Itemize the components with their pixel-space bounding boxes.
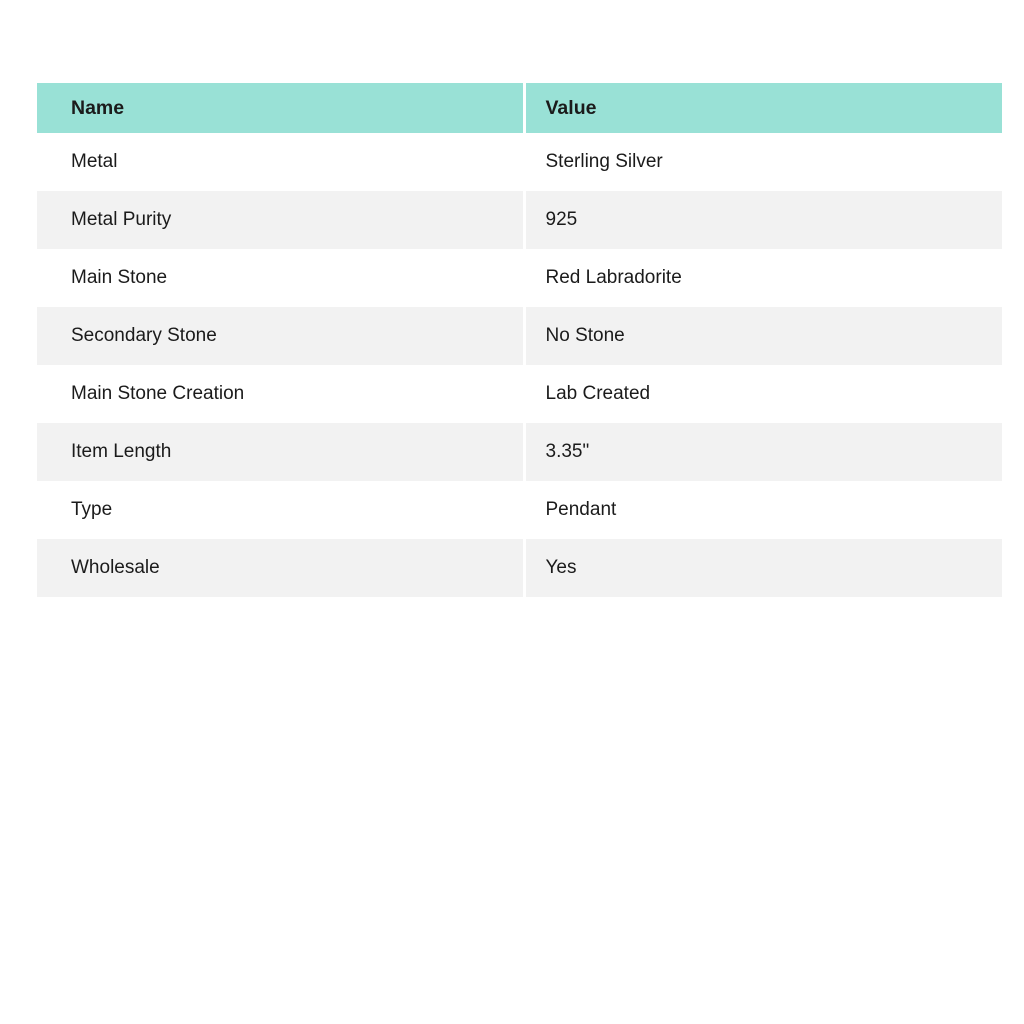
table-row: [37, 307, 1002, 365]
table-row: [37, 191, 1002, 249]
column-header-value: Value: [524, 83, 1002, 133]
attribute-value-cell: Pendant: [524, 481, 1002, 539]
table-row: [37, 365, 1002, 423]
column-header-name: Name: [37, 83, 524, 133]
attribute-value-cell: No Stone: [524, 307, 1002, 365]
table-header-row: [37, 83, 1002, 133]
table-row: [37, 539, 1002, 597]
table-row: [37, 423, 1002, 481]
product-attributes-table: [37, 83, 1002, 597]
attribute-name-cell: Item Length: [37, 423, 524, 481]
attribute-name-cell: Main Stone Creation: [37, 365, 524, 423]
attribute-name-cell: Wholesale: [37, 539, 524, 597]
attribute-name-cell: Metal Purity: [37, 191, 524, 249]
attribute-name-cell: Metal: [37, 133, 524, 191]
attribute-name-cell: Main Stone: [37, 249, 524, 307]
attribute-value-cell: Lab Created: [524, 365, 1002, 423]
table-row: [37, 249, 1002, 307]
table-row: [37, 133, 1002, 191]
attribute-name-cell: Secondary Stone: [37, 307, 524, 365]
attribute-value-cell: 925: [524, 191, 1002, 249]
attribute-value-cell: Sterling Silver: [524, 133, 1002, 191]
attribute-value-cell: Yes: [524, 539, 1002, 597]
attribute-name-cell: Type: [37, 481, 524, 539]
attribute-value-cell: Red Labradorite: [524, 249, 1002, 307]
attribute-value-cell: 3.35": [524, 423, 1002, 481]
table-row: [37, 481, 1002, 539]
